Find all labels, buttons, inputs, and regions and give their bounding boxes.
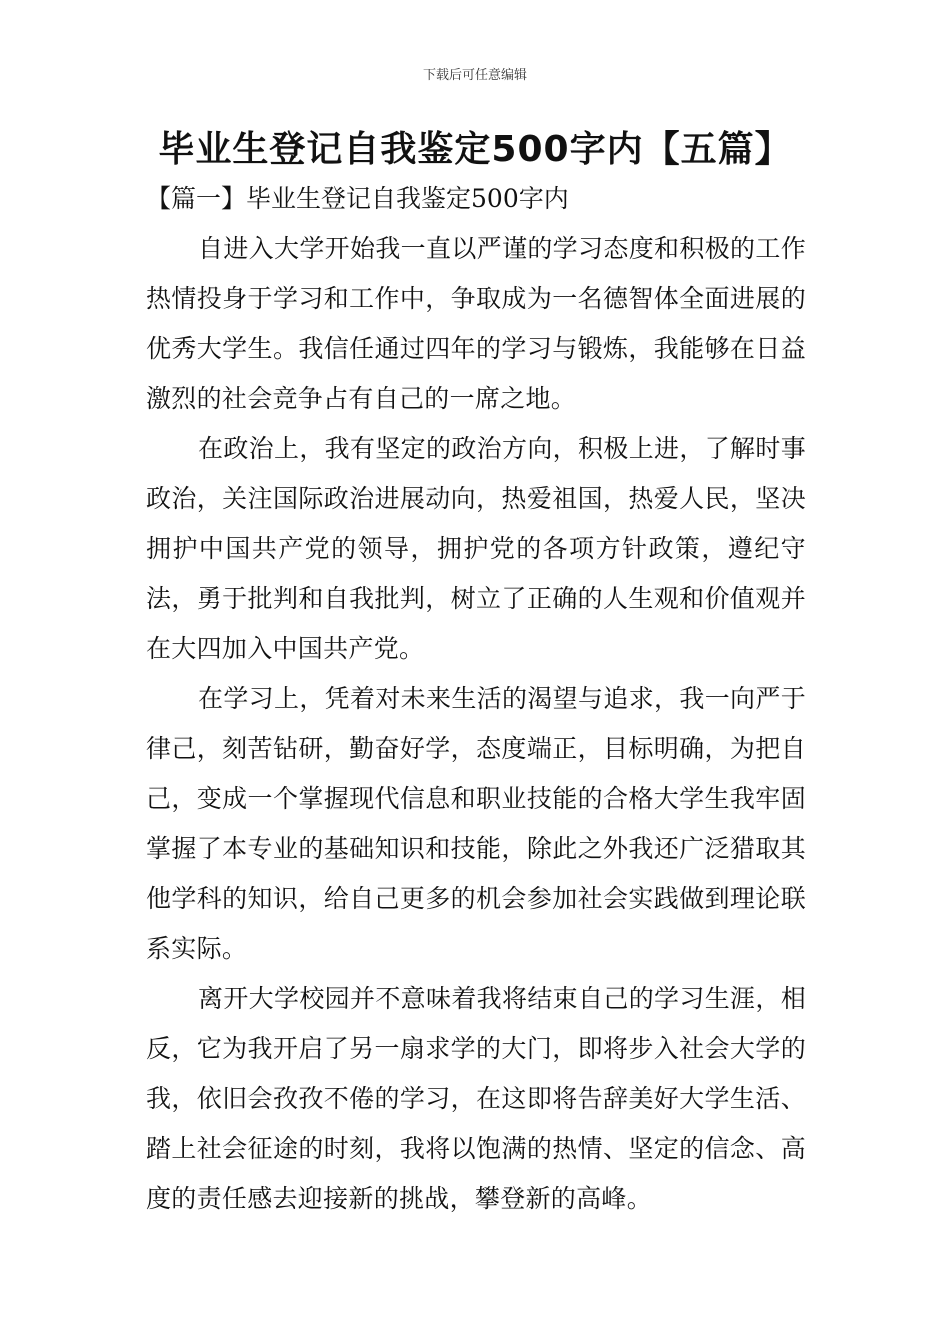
header-note: 下载后可任意编辑	[422, 68, 527, 83]
section-heading: 【篇一】毕业生登记自我鉴定500字内	[146, 184, 569, 213]
paragraph: 在学习上，凭着对未来生活的渴望与追求，我一向严于律己，刻苦钻研，勤奋好学，态度端正，目标明确，为把自己，变成一个掌握现代信息和职业技能的合格大学生我牢固掌握了本专业的基础知识和技能，除此之外我还广泛猎取其他学科的知识，给自己更多的机会参加社会实践做到理论联系实际。	[146, 684, 806, 963]
document-title: 毕业生登记自我鉴定500字内【五篇】	[158, 129, 792, 170]
paragraph: 自进入大学开始我一直以严谨的学习态度和积极的工作热情投身于学习和工作中，争取成为一名德智体全面进展的优秀大学生。我信任通过四年的学习与锻炼，我能够在日益激烈的社会竞争占有自己的一席之地。	[146, 234, 806, 413]
paragraph: 在政治上，我有坚定的政治方向，积极上进，了解时事政治，关注国际政治进展动向，热爱祖国，热爱人民，坚决拥护中国共产党的领导，拥护党的各项方针政策，遵纪守法，勇于批判和自我批判，树立了正确的人生观和价值观并在大四加入中国共产党。	[146, 434, 806, 663]
body-text	[146, 224, 806, 1224]
paragraph: 离开大学校园并不意味着我将结束自己的学习生涯，相反，它为我开启了另一扇求学的大门，即将步入社会大学的我，依旧会孜孜不倦的学习，在这即将告辞美好大学生活、踏上社会征途的时刻，我将以饱满的热情、坚定的信念、高度的责任感去迎接新的挑战，攀登新的高峰。	[146, 984, 806, 1213]
